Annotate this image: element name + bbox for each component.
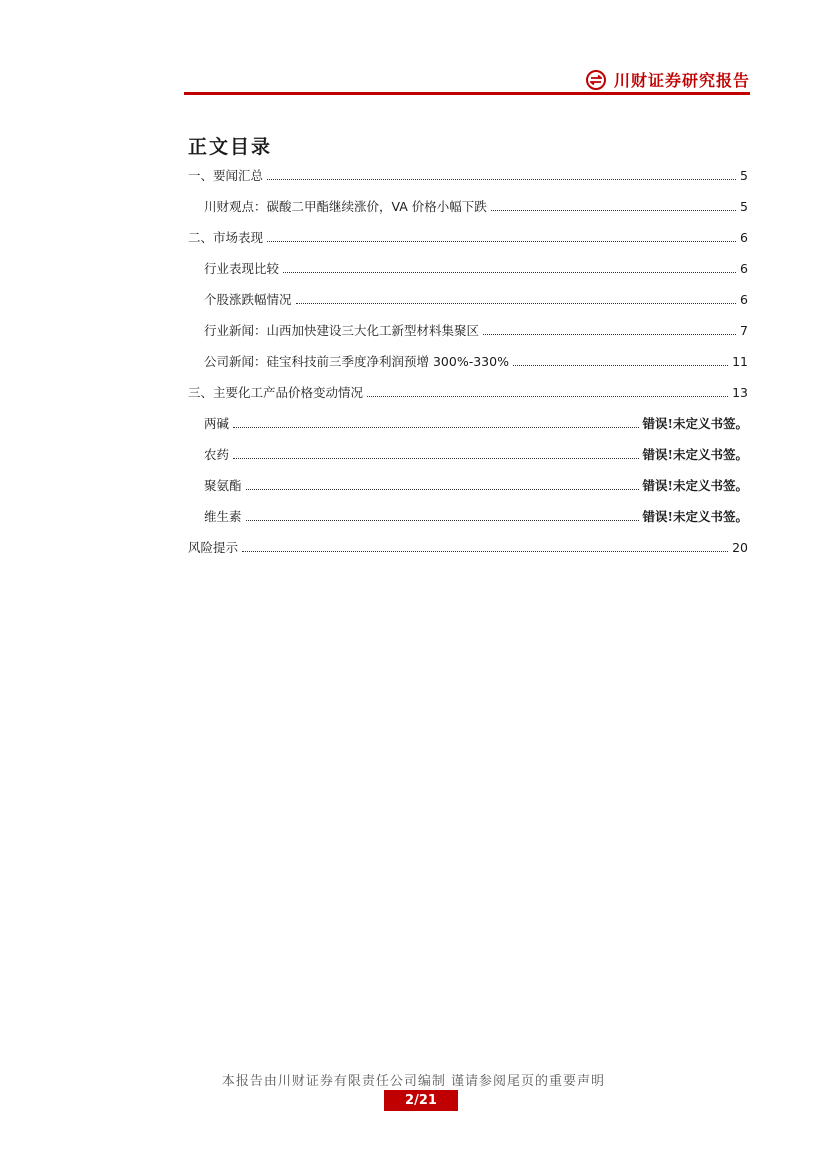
toc-entry-label: 个股涨跌幅情况 (204, 292, 292, 307)
toc-entry[interactable] (188, 381, 748, 401)
toc-entry[interactable] (204, 288, 748, 308)
toc-entry-page: 6 (740, 230, 748, 245)
toc-entry-page: 20 (732, 540, 748, 555)
toc-entry-label: 二、市场表现 (188, 230, 264, 245)
toc-title: 正文目录 (188, 136, 273, 158)
toc-entry-page-error: 错误!未定义书签。 (642, 447, 748, 462)
leader-dots (267, 240, 736, 242)
leader-dots (233, 426, 638, 428)
footer-disclaimer: 本报告由川财证券有限责任公司编制 谨请参阅尾页的重要声明 (221, 1074, 606, 1089)
brand-name: 川财证券研究报告 (613, 71, 750, 90)
leader-dots (246, 519, 639, 521)
toc-entry-page: 6 (740, 292, 748, 307)
toc-entry[interactable] (204, 195, 748, 215)
toc-entry-label: 聚氨酯 (204, 478, 242, 493)
toc-entry-page: 6 (740, 261, 748, 276)
toc-entry-label: 一、要闻汇总 (188, 168, 264, 183)
toc-entry-label: 农药 (204, 447, 230, 462)
toc-entry[interactable] (188, 164, 748, 184)
toc-entry-page: 13 (732, 385, 748, 400)
page-header (184, 66, 750, 96)
toc-entry-label: 风险提示 (188, 540, 239, 555)
leader-dots (491, 209, 736, 211)
leader-dots (296, 302, 737, 304)
toc-entry[interactable] (204, 505, 748, 525)
toc-entry-label: 行业新闻：山西加快建设三大化工新型材料集聚区 (204, 323, 480, 338)
leader-dots (483, 333, 736, 335)
leader-dots (233, 457, 638, 459)
toc-entry[interactable] (204, 412, 748, 432)
toc-entry[interactable] (188, 226, 748, 246)
cczq-logo-icon (586, 70, 606, 90)
toc-entry-label: 维生素 (204, 509, 242, 524)
toc-entry-label: 两碱 (204, 416, 230, 431)
toc-entry-page: 7 (740, 323, 748, 338)
toc-entry-label: 公司新闻：硅宝科技前三季度净利润预增 300%-330% (204, 354, 509, 369)
toc-entry-page-error: 错误!未定义书签。 (642, 416, 748, 431)
toc-entry-page-error: 错误!未定义书签。 (642, 509, 748, 524)
toc-entry-label: 川财观点：碳酸二甲酯继续涨价，VA 价格小幅下跌 (204, 199, 487, 214)
toc-entry-label: 行业表现比较 (204, 261, 280, 276)
toc-entry-page: 11 (732, 354, 748, 369)
toc-entry-page: 5 (740, 168, 748, 183)
toc-entry[interactable] (204, 350, 748, 370)
header-divider (184, 92, 750, 95)
toc-entry-label: 三、主要化工产品价格变动情况 (188, 385, 364, 400)
toc-entry-page: 5 (740, 199, 748, 214)
leader-dots (283, 271, 736, 273)
leader-dots (367, 395, 728, 397)
toc-entry-page-error: 错误!未定义书签。 (642, 478, 748, 493)
toc-entry[interactable] (204, 257, 748, 277)
toc-entry[interactable] (204, 443, 748, 463)
toc-entry[interactable] (188, 536, 748, 556)
leader-dots (267, 178, 736, 180)
leader-dots (246, 488, 639, 490)
toc-entry[interactable] (204, 474, 748, 494)
leader-dots (513, 364, 728, 366)
leader-dots (242, 550, 728, 552)
toc-entry[interactable] (204, 319, 748, 339)
page-number: 2/21 (384, 1090, 458, 1111)
brand (586, 68, 750, 91)
